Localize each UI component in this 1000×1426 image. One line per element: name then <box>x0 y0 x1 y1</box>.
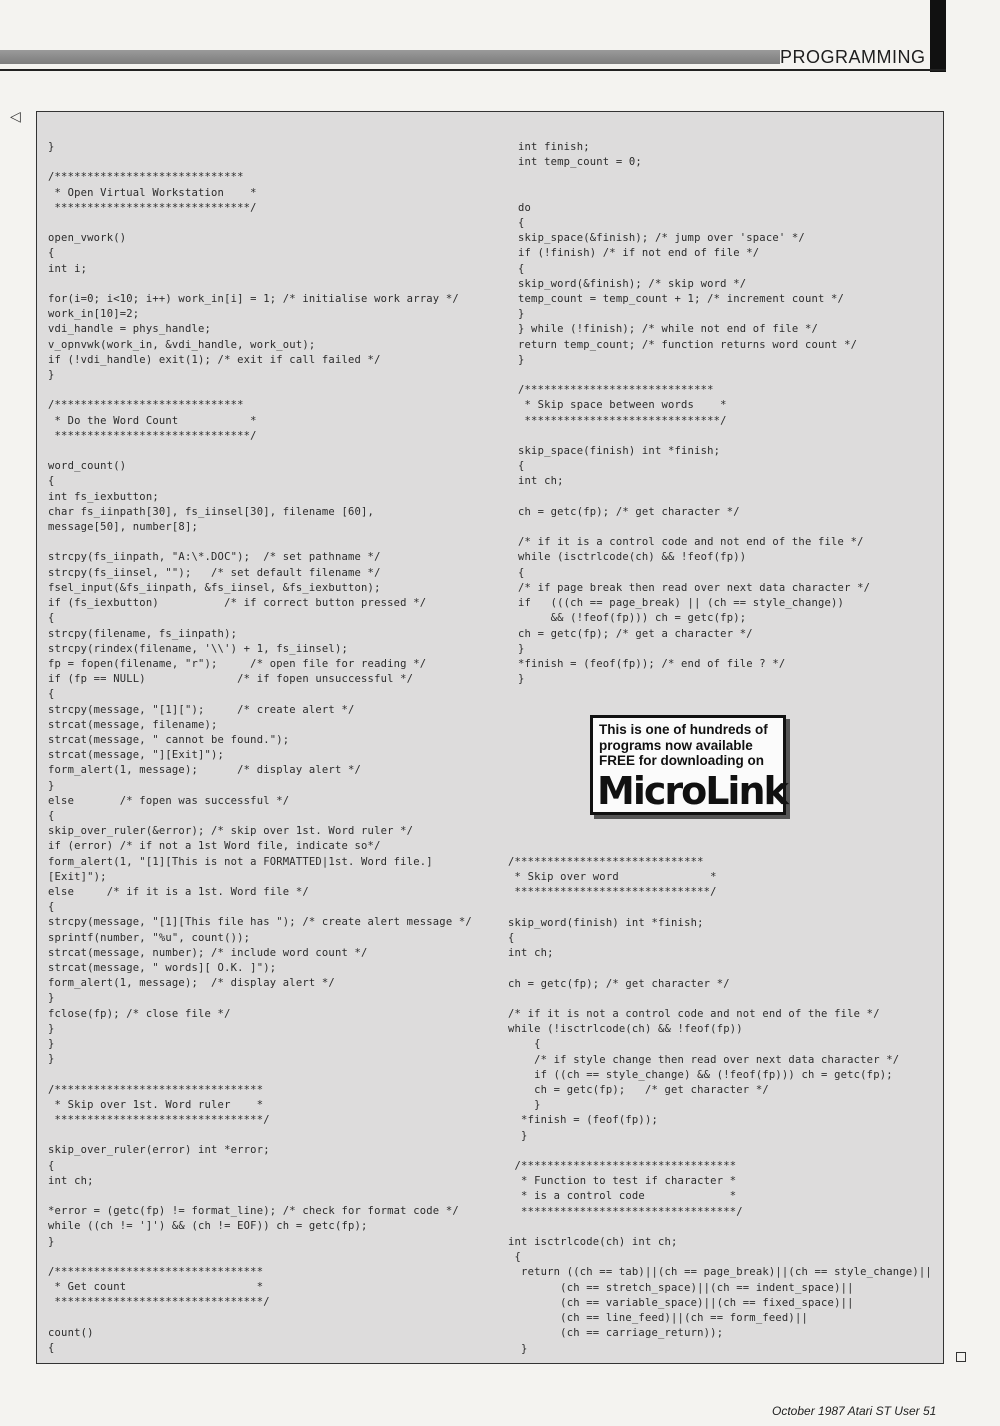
code-column-right-top: int finish; int temp_count = 0; do { skip_space(&finish); /* jump over 'space' */ if (!finish) /* if not end of file */ { skip_word(&finish); /* skip word */ temp_count = temp_count + 1; /* increment count */ } } while (!finish); /* while not end of file */ return temp_count; /* function returns word count */ } /***************************** * Skip space between words * ******************************/ skip_space(finish) int *finish; { int ch; ch = getc(fp); /* get character */ /* if it is a control code and not end of the file */ while (isctrlcode(ch) && !feof(fp)) { /* if page break then read over next data character */ if (((ch == page_break) || (ch == style_change)) && (!feof(fp))) ch = getc(fp); ch = getc(fp); /* get a character */ } *finish = (feof(fp)); /* end of file ? */ } <box>518 141 871 686</box>
arrow-icon: ◁ <box>10 109 21 125</box>
header-rule <box>0 69 946 71</box>
code-column-left: } /***************************** * Open Virtual Workstation * ******************************/ open_vwork() { int i; for(i=0; i<10; i++) work_in[i] = 1; /* initialise work array */ work_in[10]=2; vdi_handle = phys_handle; v_opnvwk(work_in, &vdi_handle, work_out); if (!vdi_handle) exit(1); /* exit if call failed */ } /***************************** * Do the Word Count * ******************************/ word_count() { int fs_iexbutton; char fs_iinpath[30], fs_iinsel[30], filename [60], message[50], number[8]; strcpy(fs_iinpath, "A:\*.DOC"); /* set pathname */ strcpy(fs_iinsel, ""); /* set default filename */ fsel_input(&fs_iinpath, &fs_iinsel, &fs_iexbutton); if (fs_iexbutton) /* if correct button pressed */ { strcpy(filename, fs_iinpath); strcpy(rindex(filename, '\\') + 1, fs_iinsel); fp = fopen(filename, "r"); /* open file for reading */ if (fp == NULL) /* if fopen unsuccessful */ { strcpy(message, "[1]["); /* create alert */ strcat(message, filename); strcat(message, " cannot be found."); strcat(message, "][Exit]"); form_alert(1, message); /* display alert */ } else /* fopen was successful */ { skip_over_ruler(&error); /* skip over 1st. Word ruler */ if (error) /* if not a 1st Word file, indicate so*/ form_alert(1, "[1][This is not a FORMATTED|1st. Word file.] [Exit]"); else /* if it is a 1st. Word file */ { strcpy(message, "[1][This file has "); /* create alert message */ sprintf(number, "%u", count()); strcat(message, number); /* include word count */ strcat(message, " words][ O.K. ]"); form_alert(1, message); /* display alert */ } fclose(fp); /* close file */ } } } /******************************** * Skip over 1st. Word ruler * ********************************/ skip_over_ruler(error) int *error; { int ch; *error = (getc(fp) != format_line); /* check for format code */ while ((ch != ']') && (ch != EOF)) ch = getc(fp); } /******************************** * Get count * ********************************/ count() { <box>48 141 472 1355</box>
advert-text: This is one of hundreds of programs now available FREE for downloading on <box>599 722 768 768</box>
code-column-right-bottom: /***************************** * Skip over word * ******************************/ skip_word(finish) int *finish; { int ch; ch = getc(fp); /* get character */ /* if it is not a control code and not end of the file */ while (!isctrlcode(ch) && !feof(fp)) { /* if style change then read over next data character */ if ((ch == style_change) && (!feof(fp))) ch = getc(fp); ch = getc(fp); /* get character */ } *finish = (feof(fp)); } /********************************* * Function to test if character * * is a control code * *********************************/ int isctrlcode(ch) int ch; { return ((ch == tab)||(ch == page_break)||(ch == style_change)|| (ch == stretch_space)||(ch == indent_space)|| (ch == variable_space)||(ch == fixed_space)|| (ch == line_feed)||(ch == form_feed)|| (ch == carriage_return)); } <box>508 856 932 1355</box>
corner-black-bar <box>930 0 946 72</box>
header-grey-band <box>0 50 780 64</box>
section-label: PROGRAMMING <box>780 47 926 67</box>
page-footer: October 1987 Atari ST User 51 <box>772 1404 937 1418</box>
end-square-icon <box>956 1352 966 1362</box>
microlink-logo: MicroLink <box>597 769 787 813</box>
microlink-advert <box>590 715 786 815</box>
